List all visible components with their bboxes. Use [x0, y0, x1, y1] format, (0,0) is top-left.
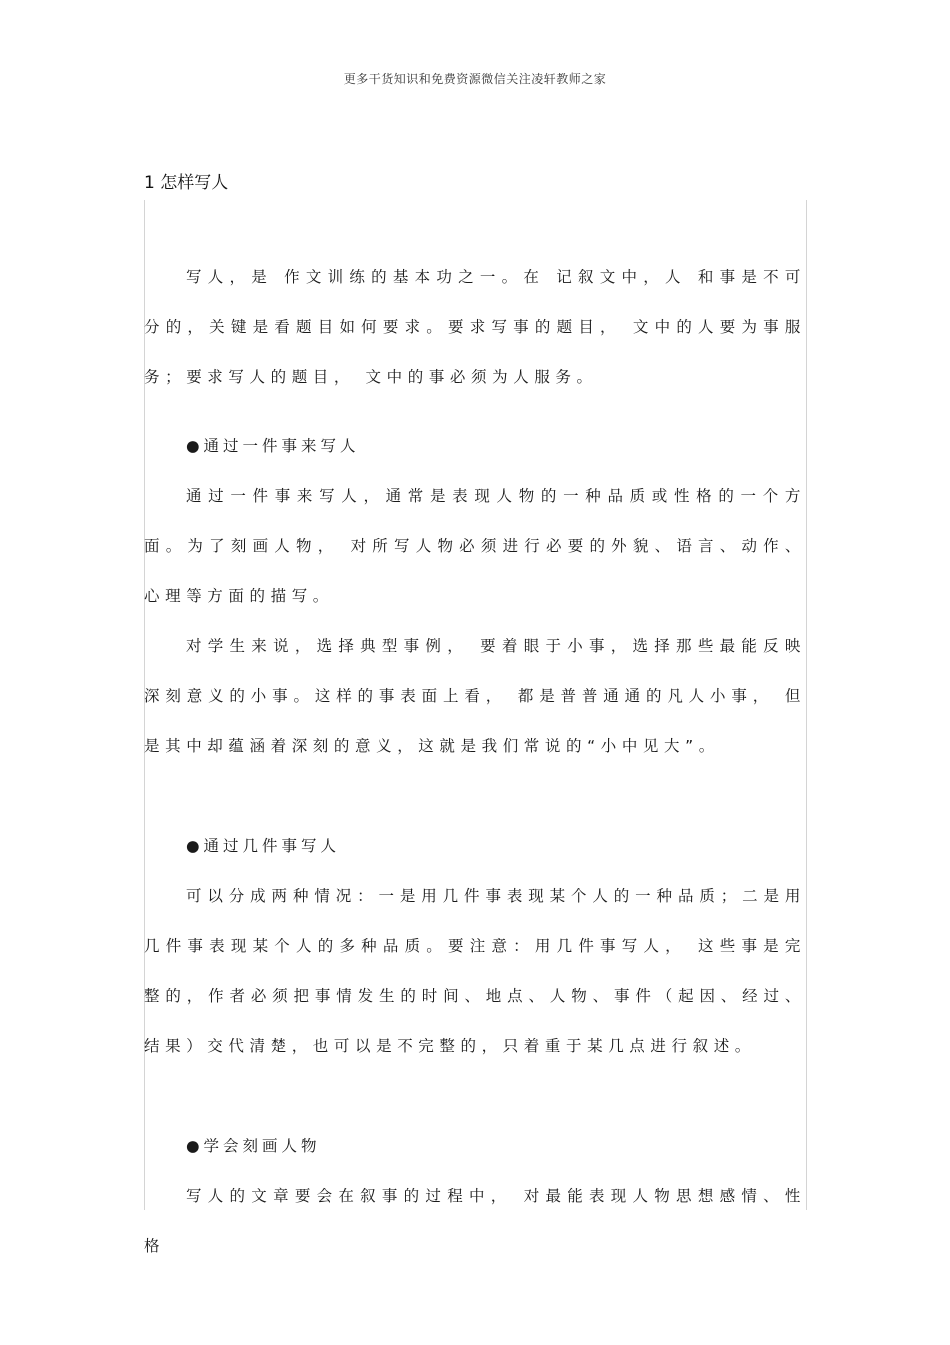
- paragraph-several-events-1: 可以分成两种情况：一是用几件事表现某个人的一种品质；二是用几件事表现某个人的多种品质。要注意：用几件事写人， 这些事是完整的，作者必须把事情发生的时间、地点、人物、事件（起因、经过、结果）交代清楚，也可以是不完整的，只着重于某几点进行叙述。: [144, 887, 806, 1055]
- section-title: 1 怎样写人: [144, 173, 229, 193]
- heading-one-event: ●通过一件事来写人: [186, 437, 360, 455]
- paragraph-intro: 写人，是 作文训练的基本功之一。在 记叙文中，人 和事是不可分的，关键是看题目如何要求。要求写事的题目， 文中的人要为事服务；要求写人的题目， 文中的事必须为人服务。: [144, 268, 806, 386]
- heading-several-events: ●通过几件事写人: [186, 837, 341, 855]
- paragraph-portray-1: 写人的文章要会在叙事的过程中， 对最能表现人物思想感情、性格: [144, 1187, 806, 1255]
- header-note: 更多干货知识和免费资源微信关注凌轩教师之家: [343, 72, 607, 86]
- right-margin-rule: [806, 200, 807, 1210]
- heading-portray: ●学会刻画人物: [186, 1137, 321, 1155]
- document-body: [144, 252, 806, 1271]
- paragraph-one-event-2: 对学生来说，选择典型事例， 要着眼于小事，选择那些最能反映深刻意义的小事。这样的事表面上看， 都是普普通通的凡人小事， 但是其中却蕴涵着深刻的意义，这就是我们常说的“小中见大”。: [144, 637, 806, 755]
- paragraph-one-event-1: 通过一件事来写人，通常是表现人物的一种品质或性格的一个方面。为了刻画人物， 对所写人物必须进行必要的外貌、语言、动作、心理等方面的描写。: [144, 487, 806, 605]
